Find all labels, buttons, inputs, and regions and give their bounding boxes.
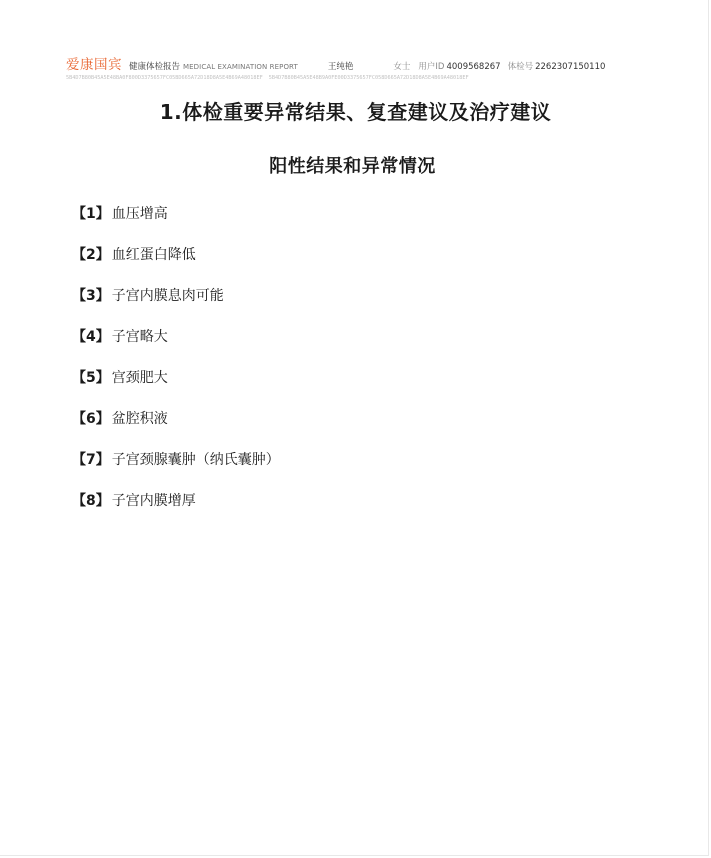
finding-item bbox=[72, 203, 280, 244]
patient-name: 王纯艳 bbox=[327, 62, 354, 72]
hash-code-left: 5B4D7B80B45A5E48BA0F800D3375657FC05BD665A72D18D8A5E4B69A48018EF bbox=[66, 75, 263, 81]
exam-number-value: 2262307150110 bbox=[535, 62, 606, 72]
finding-item bbox=[72, 490, 280, 531]
finding-text: 子宫略大 bbox=[111, 329, 168, 345]
finding-number: 【8】 bbox=[72, 493, 110, 509]
user-id-label: 用户ID bbox=[418, 62, 445, 72]
finding-item bbox=[72, 367, 280, 408]
finding-text: 子宫内膜息肉可能 bbox=[111, 288, 224, 304]
finding-number: 【5】 bbox=[72, 370, 110, 386]
finding-text: 血压增高 bbox=[111, 206, 168, 222]
finding-text: 子宫内膜增厚 bbox=[111, 493, 196, 509]
patient-gender: 女士 bbox=[393, 62, 411, 72]
exam-number-label: 体检号 bbox=[507, 62, 534, 72]
finding-item bbox=[72, 244, 280, 285]
finding-item bbox=[72, 326, 280, 367]
report-title: 健康体检报告 bbox=[129, 62, 181, 72]
finding-number: 【1】 bbox=[72, 206, 110, 222]
header-info-row bbox=[66, 53, 646, 73]
finding-number: 【6】 bbox=[72, 411, 110, 427]
main-heading: 1.体检重要异常结果、复查建议及治疗建议 bbox=[159, 100, 552, 124]
finding-text: 子宫颈腺囊肿（纳氏囊肿） bbox=[111, 452, 280, 468]
hash-code-right: 5B4D7B80B45A5E48B9A0FE00D3375657FC058D665A72D18D8A5E4B69A48018EF bbox=[268, 75, 469, 81]
finding-item bbox=[72, 285, 280, 326]
finding-number: 【7】 bbox=[72, 452, 110, 468]
finding-number: 【2】 bbox=[72, 247, 110, 263]
finding-number: 【3】 bbox=[72, 288, 110, 304]
finding-item bbox=[72, 449, 280, 490]
sub-heading: 阳性结果和异常情况 bbox=[269, 156, 436, 177]
finding-item bbox=[72, 408, 280, 449]
finding-number: 【4】 bbox=[72, 329, 110, 345]
finding-text: 盆腔积液 bbox=[111, 411, 168, 427]
findings-list bbox=[72, 203, 280, 531]
finding-text: 血红蛋白降低 bbox=[111, 247, 196, 263]
report-title-en: MEDICAL EXAMINATION REPORT bbox=[183, 63, 298, 71]
header-hash-row bbox=[66, 75, 646, 81]
finding-text: 宫颈肥大 bbox=[111, 370, 168, 386]
report-header bbox=[66, 53, 646, 81]
brand-logo-text: 爱康国宾 bbox=[66, 57, 122, 73]
user-id-value: 4009568267 bbox=[446, 62, 501, 72]
